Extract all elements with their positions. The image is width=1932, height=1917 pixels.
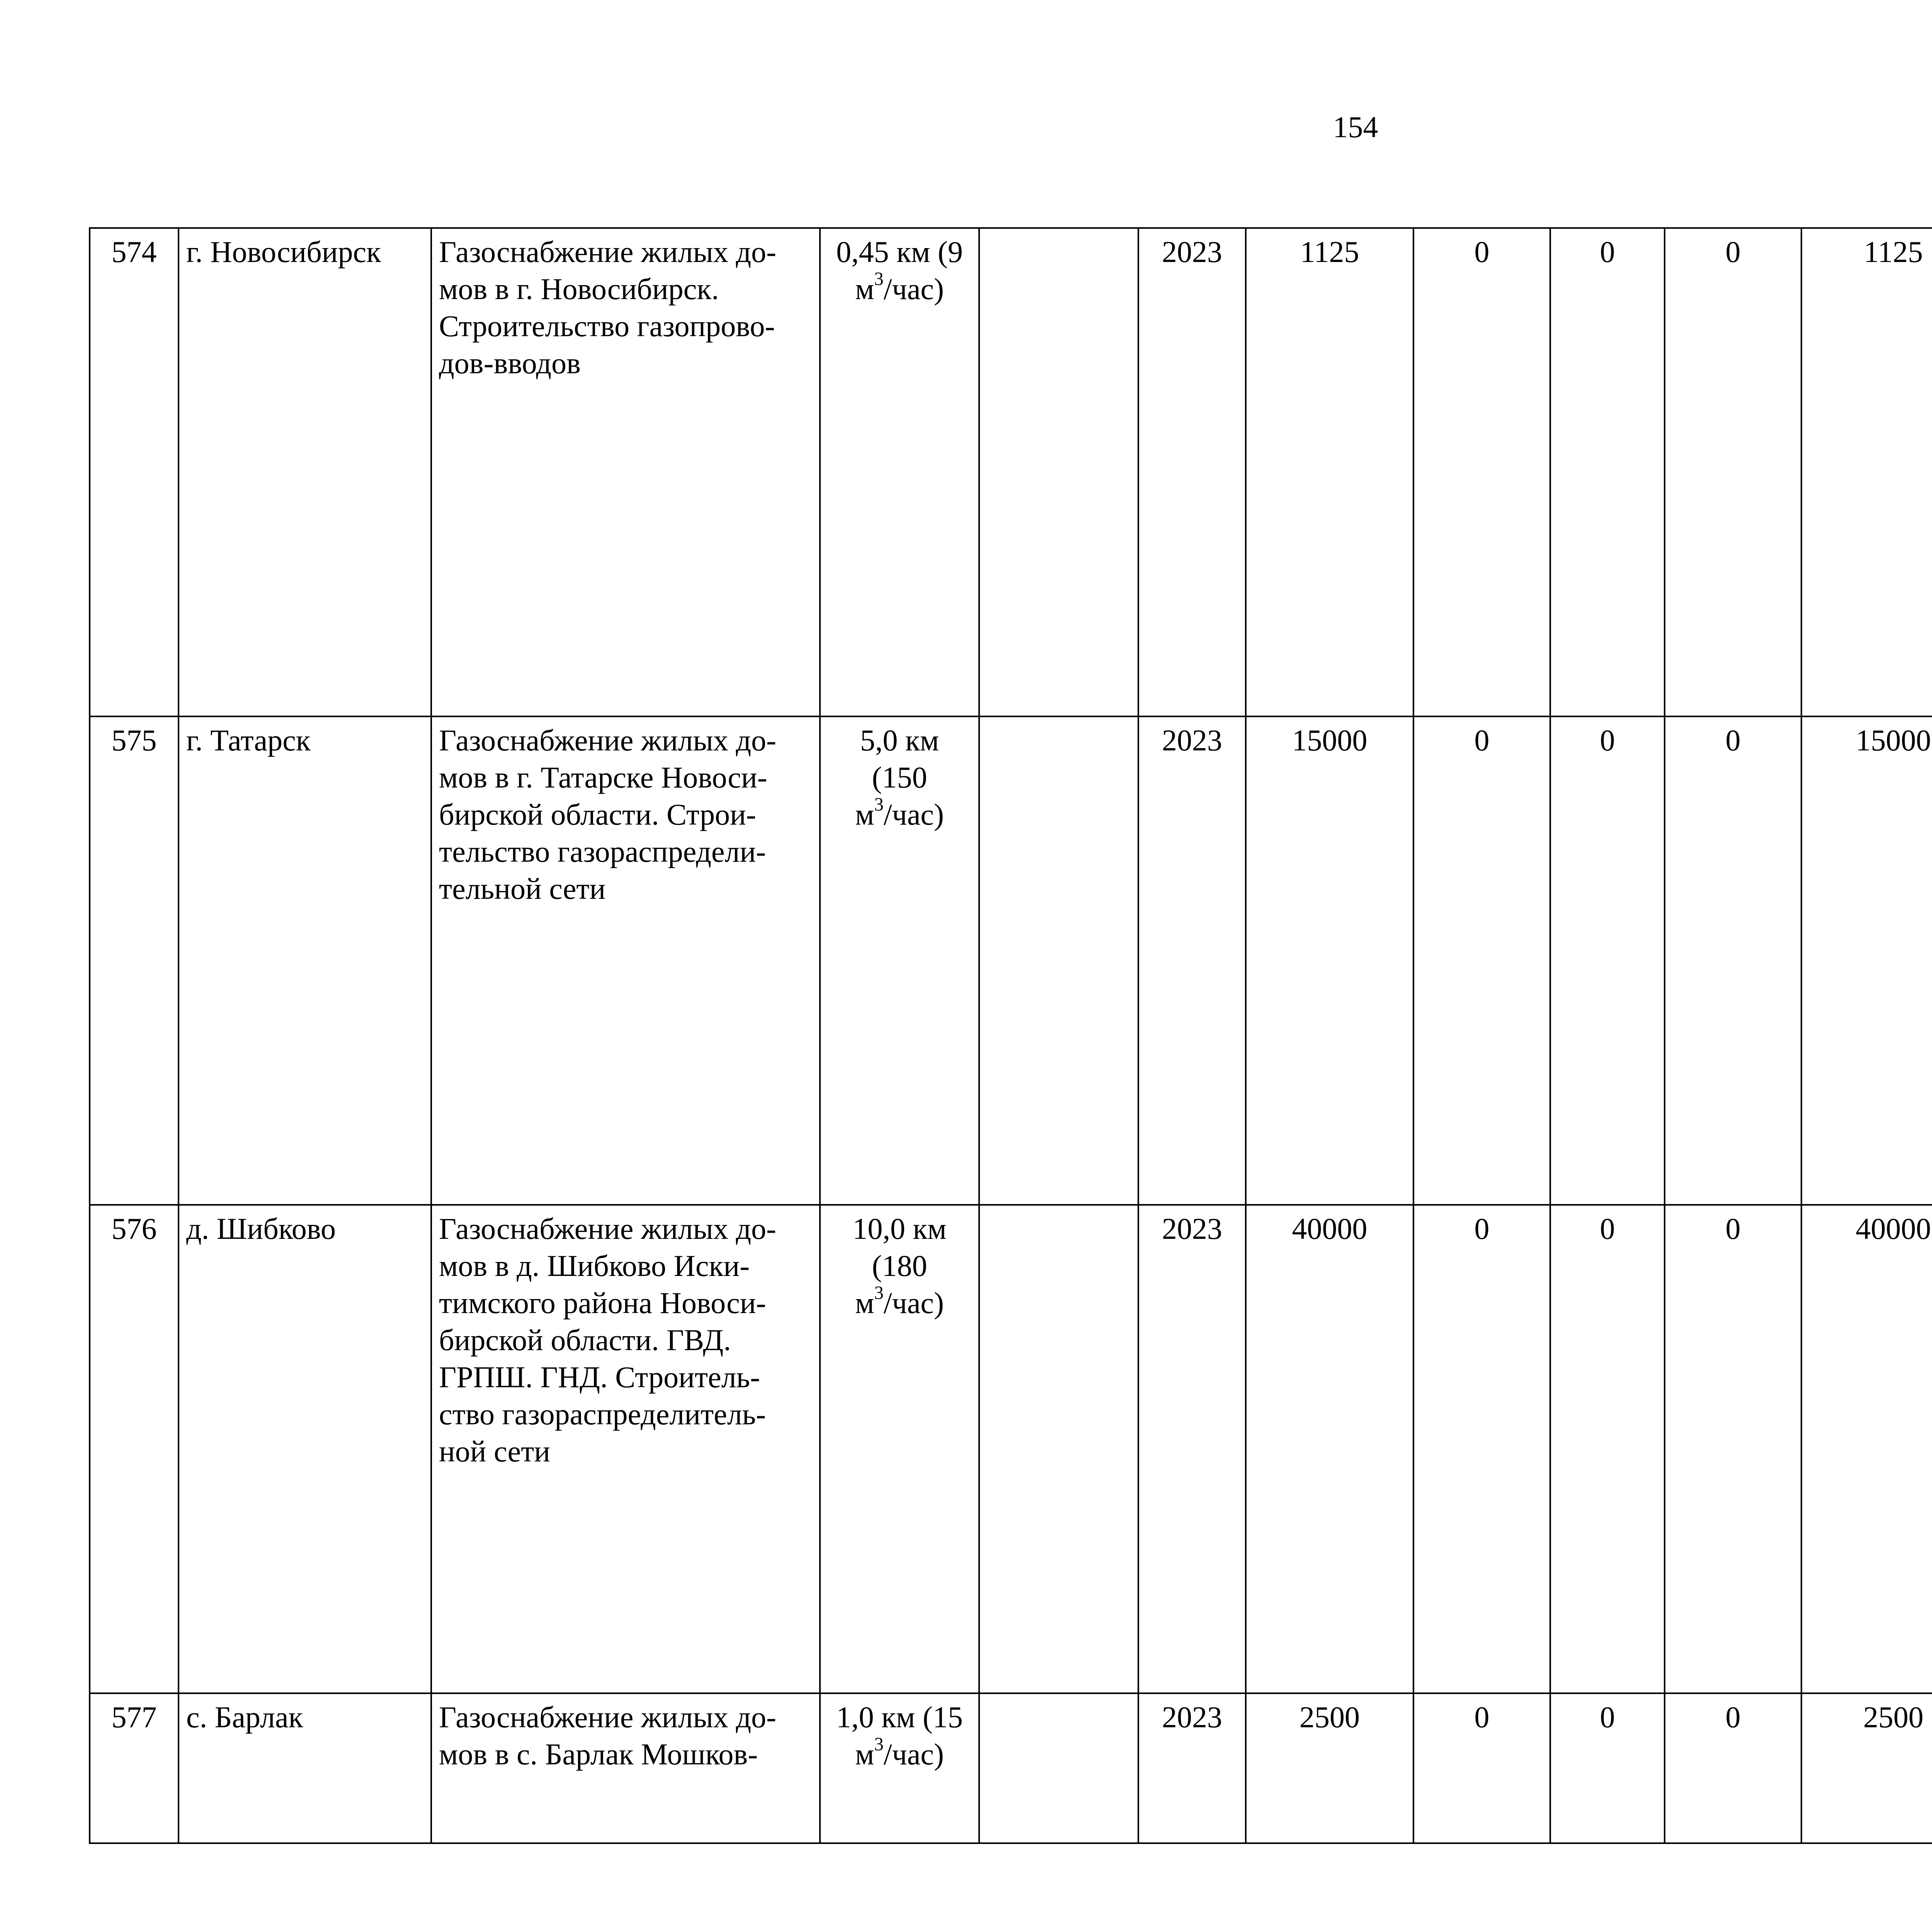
empty-cell: [979, 716, 1138, 1205]
page-number: 154: [1333, 110, 1378, 144]
capacity-text: 5,0 км (150 м: [855, 723, 939, 831]
year: 2023: [1138, 716, 1246, 1205]
capacity-unit: /час): [883, 1737, 944, 1771]
amount-3: 0: [1665, 716, 1801, 1205]
capacity-unit: /час): [883, 798, 944, 831]
total-amount: 2500: [1246, 1693, 1413, 1843]
object-description: Газоснабжение жилых до- мов в д. Шибково Иски- тимского района Новоси- бирской области. ГВД. ГРПШ. ГНД. Строитель- ство газораспределитель- ной сети: [431, 1205, 820, 1693]
amount-4: 1125: [1801, 228, 1932, 716]
amount-1: 0: [1413, 716, 1550, 1205]
total-amount: 1125: [1246, 228, 1413, 716]
capacity-text: 0,45 км (9 м: [836, 235, 963, 306]
capacity: [820, 1693, 979, 1843]
capacity-superscript: 3: [874, 794, 884, 815]
object-description: Газоснабжение жилых до- мов в г. Татарске Новоси- бирской области. Строи- тельство газораспредели- тельной сети: [431, 716, 820, 1205]
object-description: Газоснабжение жилых до- мов в г. Новосибирск. Строительство газопрово- дов-вводов: [431, 228, 820, 716]
amount-2: 0: [1550, 716, 1665, 1205]
amount-3: 0: [1665, 1693, 1801, 1843]
capacity-superscript: 3: [874, 1283, 884, 1303]
table-row: [90, 1693, 1932, 1843]
amount-4: 2500: [1801, 1693, 1932, 1843]
amount-2: 0: [1550, 1205, 1665, 1693]
amount-4: 15000: [1801, 716, 1932, 1205]
empty-cell: [979, 1693, 1138, 1843]
year: 2023: [1138, 228, 1246, 716]
capacity-superscript: 3: [874, 269, 884, 289]
gasification-table: [89, 227, 1932, 1844]
table-row: [90, 1205, 1932, 1693]
table-row: [90, 716, 1932, 1205]
empty-cell: [979, 1205, 1138, 1693]
capacity-unit: /час): [883, 1286, 944, 1320]
amount-1: 0: [1413, 1205, 1550, 1693]
object-description: Газоснабжение жилых до- мов в с. Барлак Мошков-: [431, 1693, 820, 1843]
capacity: [820, 1205, 979, 1693]
amount-3: 0: [1665, 1205, 1801, 1693]
amount-1: 0: [1413, 228, 1550, 716]
capacity-superscript: 3: [874, 1734, 884, 1755]
capacity: [820, 716, 979, 1205]
locality: г. Новосибирск: [179, 228, 431, 716]
capacity-unit: /час): [883, 272, 944, 306]
capacity-text: 1,0 км (15 м: [836, 1700, 963, 1771]
amount-2: 0: [1550, 1693, 1665, 1843]
capacity-text: 10,0 км (180 м: [852, 1212, 947, 1320]
total-amount: 40000: [1246, 1205, 1413, 1693]
locality: д. Шибково: [179, 1205, 431, 1693]
row-number: 575: [90, 716, 179, 1205]
year: 2023: [1138, 1693, 1246, 1843]
amount-1: 0: [1413, 1693, 1550, 1843]
amount-2: 0: [1550, 228, 1665, 716]
row-number: 577: [90, 1693, 179, 1843]
amount-4: 40000: [1801, 1205, 1932, 1693]
empty-cell: [979, 228, 1138, 716]
locality: с. Барлак: [179, 1693, 431, 1843]
table-row: [90, 228, 1932, 716]
amount-3: 0: [1665, 228, 1801, 716]
total-amount: 15000: [1246, 716, 1413, 1205]
row-number: 574: [90, 228, 179, 716]
locality: г. Татарск: [179, 716, 431, 1205]
capacity: [820, 228, 979, 716]
year: 2023: [1138, 1205, 1246, 1693]
row-number: 576: [90, 1205, 179, 1693]
